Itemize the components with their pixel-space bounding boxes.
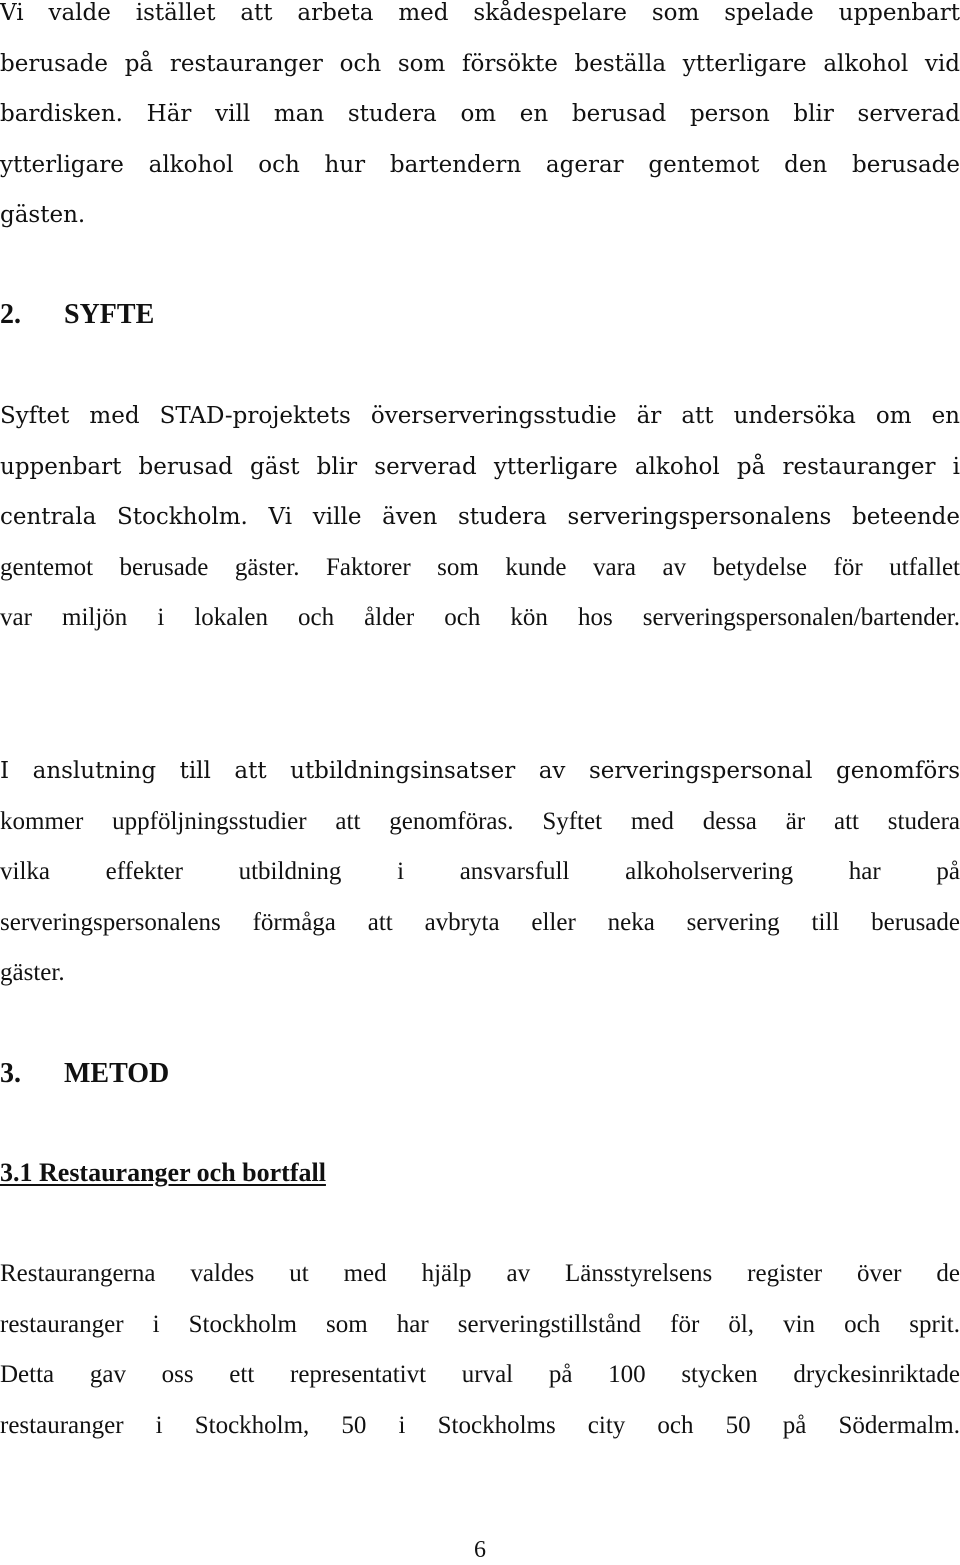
section-number: 2. <box>0 299 21 330</box>
text-line: kommer uppföljningsstudier att genomföras. Syftet med dessa är att studera <box>0 807 960 835</box>
intro-paragraph <box>0 0 960 241</box>
section-number: 3. <box>0 1058 21 1089</box>
text-line: gentemot berusade gäster. Faktorer som kunde vara av betydelse för utfallet <box>0 553 960 581</box>
text-line: Syftet med STAD-projektets överserveringsstudie är att undersöka om en <box>0 403 960 429</box>
text-line: Vi valde istället att arbeta med skådespelare som spelade uppenbart <box>0 0 960 26</box>
text-line: bardisken. Här vill man studera om en berusad person blir serverad <box>0 101 960 128</box>
section-title: METOD <box>64 1058 170 1089</box>
section-title: SYFTE <box>64 299 155 330</box>
text-line: ytterligare alkohol och hur bartendern agerar gentemot den berusade <box>0 151 960 178</box>
text-line: var miljön i lokalen och ålder och kön hos serveringspersonalen/bartender. <box>0 604 960 632</box>
text-line: serveringspersonalens förmåga att avbryta eller neka servering till berusade <box>0 908 960 936</box>
text-line: Restaurangerna valdes ut med hjälp av Länsstyrelsens register över de <box>0 1260 960 1287</box>
text-line: gäster. <box>0 959 65 987</box>
section-heading-syfte <box>0 297 154 333</box>
text-line: gästen. <box>0 202 86 229</box>
text-line: I anslutning till att utbildningsinsatser av serveringspersonal genomförs <box>0 758 960 784</box>
text-line: vilka effekter utbildning i ansvarsfull alkoholservering har på <box>0 858 960 886</box>
section-heading-metod <box>0 1056 169 1092</box>
text-line: Detta gav oss ett representativt urval på 100 stycken dryckesinriktade <box>0 1361 960 1389</box>
text-line: restauranger i Stockholm som har serveringstillstånd för öl, vin och sprit. <box>0 1310 960 1338</box>
text-line: berusade på restauranger och som försökte beställa ytterligare alkohol vid <box>0 50 960 77</box>
text-line: uppenbart berusad gäst blir serverad ytterligare alkohol på restauranger i <box>0 453 960 480</box>
text-line: restauranger i Stockholm, 50 i Stockholms city och 50 på Södermalm. <box>0 1411 960 1439</box>
restauranger-paragraph <box>0 1249 960 1451</box>
syfte-paragraph-2 <box>0 746 960 999</box>
text-line: centrala Stockholm. Vi ville även studera serveringspersonalens beteende <box>0 504 960 531</box>
page-number: 6 <box>474 1537 486 1563</box>
subsection-heading: 3.1 Restauranger och bortfall <box>0 1158 326 1187</box>
syfte-paragraph-1 <box>0 391 960 644</box>
